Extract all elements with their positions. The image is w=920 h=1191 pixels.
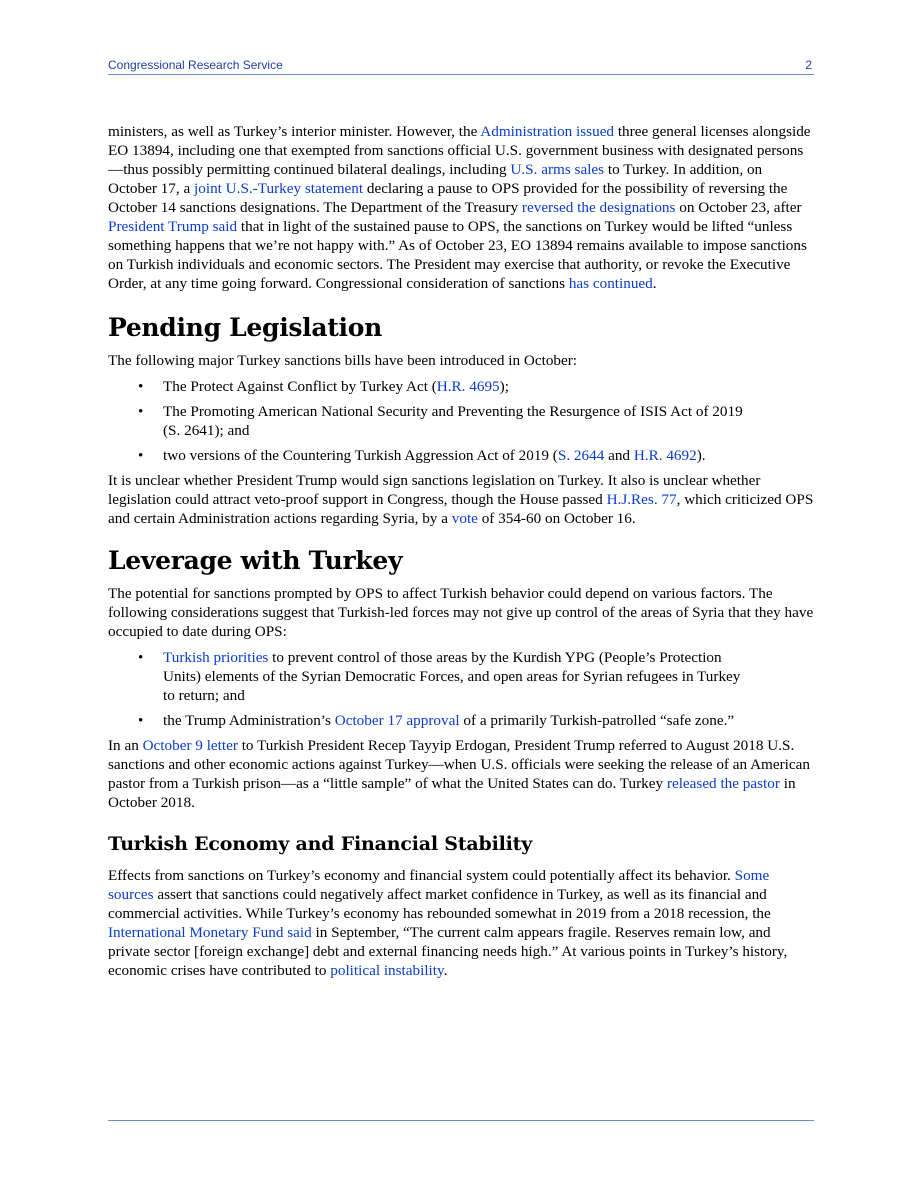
list-item: • two versions of the Countering Turkish Aggression Act of 2019 (S. 2644 and H.R. 4692). (138, 447, 706, 464)
paragraph-economy: Effects from sanctions on Turkey’s economy and financial system could potentially affect its behavior. Some sources assert that sanctions could negatively affect market confidence in Turkey, as well as its financial and commercial activities. While Turkey’s economy has rebounded somewhat in 2019 from a 2018 recession, the International Monetary Fund said in September, “The current calm appears fragile. Reserves remain low, and private sector [foreign exchange] debt and external financing needs high.” At various points in Turkey’s history, economic crises have contributed to political instability. (108, 867, 788, 979)
hyperlink[interactable]: H.J.Res. 77 (606, 491, 677, 508)
bullet-icon: • (138, 378, 144, 395)
hyperlink[interactable]: H.R. 4695 (436, 378, 500, 395)
hyperlink[interactable]: released the pastor (666, 775, 780, 792)
hyperlink[interactable]: has continued (568, 275, 653, 292)
hyperlink[interactable]: President Trump said (108, 218, 238, 235)
paragraph-leverage-intro: The potential for sanctions prompted by OPS to affect Turkish behavior could depend on various factors. The following considerations suggest that Turkish-led forces may not give up control of the areas of Syria that they have occupied to date during OPS: (108, 585, 814, 640)
hyperlink[interactable]: political instability (330, 962, 444, 979)
hyperlink[interactable]: U.S. arms sales (510, 161, 605, 178)
paragraph-letter: In an October 9 letter to Turkish President Recep Tayyip Erdogan, President Trump referred to August 2018 U.S. sanctions and other economic actions against Turkey—when U.S. officials were seeking the release of an American pastor from a Turkish prison—as a “little sample” of what the United States can do. Turkey released the pastor in October 2018. (108, 737, 810, 811)
page-header (108, 58, 814, 75)
paragraph-veto-support: It is unclear whether President Trump would sign sanctions legislation on Turkey. It also is unclear whether legislation could attract veto-proof support in Congress, though the House passed H.J.Res. 77, which criticized OPS and certain Administration actions regarding Syria, by a vote of 354-60 on October 16. (108, 472, 814, 527)
hyperlink[interactable]: H.R. 4692 (633, 447, 697, 464)
hyperlink[interactable]: Turkish priorities (163, 649, 269, 666)
heading-pending-legislation: Pending Legislation (108, 313, 382, 342)
list-item: • The Promoting American National Security and Preventing the Resurgence of ISIS Act of 2019 (S. 2641); and (138, 403, 743, 439)
header-source: Congressional Research Service (108, 58, 283, 72)
bullet-icon: • (138, 403, 144, 420)
hyperlink[interactable]: reversed the designations (521, 199, 676, 216)
hyperlink[interactable]: Some sources (108, 867, 770, 903)
hyperlink[interactable]: October 9 letter (142, 737, 238, 754)
bullet-icon: • (138, 649, 144, 666)
list-item: • the Trump Administration’s October 17 approval of a primarily Turkish-patrolled “safe zone.” (138, 712, 735, 729)
hyperlink[interactable]: October 17 approval (334, 712, 460, 729)
list-item: • Turkish priorities to prevent control of those areas by the Kurdish YPG (People’s Protection Units) elements of the Syrian Democratic Forces, and open areas for Syrian refugees in Turkey to return; and (138, 649, 741, 704)
footer-rule (108, 1120, 814, 1121)
hyperlink[interactable]: joint U.S.-Turkey statement (194, 180, 364, 197)
page-number: 2 (805, 58, 812, 72)
consideration-list (108, 648, 814, 730)
bullet-icon: • (138, 712, 144, 729)
hyperlink[interactable]: vote (451, 510, 478, 527)
bullet-icon: • (138, 447, 144, 464)
paragraph-pending-intro: The following major Turkey sanctions bills have been introduced in October: (108, 352, 578, 369)
paragraph-sanctions-status: ministers, as well as Turkey’s interior minister. However, the Administration issued three general licenses alongside EO 13894, including one that exempted from sanctions official U.S. government business with designated persons—thus possibly permitting continued bilateral dealings, including U.S. arms sales to Turkey. In addition, on October 17, a joint U.S.-Turkey statement declaring a pause to OPS provided for the possibility of reversing the October 14 sanctions designations. The Department of the Treasury reversed the designations on October 23, after President Trump said that in light of the sustained pause to OPS, the sanctions on Turkey would be lifted “unless something happens that we’re not happy with.” As of October 23, EO 13894 remains available to impose sanctions on Turkish individuals and economic sectors. The President may exercise that authority, or revoke the Executive Order, at any time going forward. Congressional consideration of sanctions has continued. (108, 123, 811, 292)
heading-leverage: Leverage with Turkey (108, 546, 403, 575)
list-item: • The Protect Against Conflict by Turkey Act (H.R. 4695); (138, 378, 509, 395)
heading-economy: Turkish Economy and Financial Stability (108, 833, 533, 855)
hyperlink[interactable]: Administration issued (480, 123, 615, 140)
bill-list (108, 377, 814, 465)
hyperlink[interactable]: International Monetary Fund said (108, 924, 312, 941)
document-body (108, 122, 814, 980)
hyperlink[interactable]: S. 2644 (557, 447, 605, 464)
